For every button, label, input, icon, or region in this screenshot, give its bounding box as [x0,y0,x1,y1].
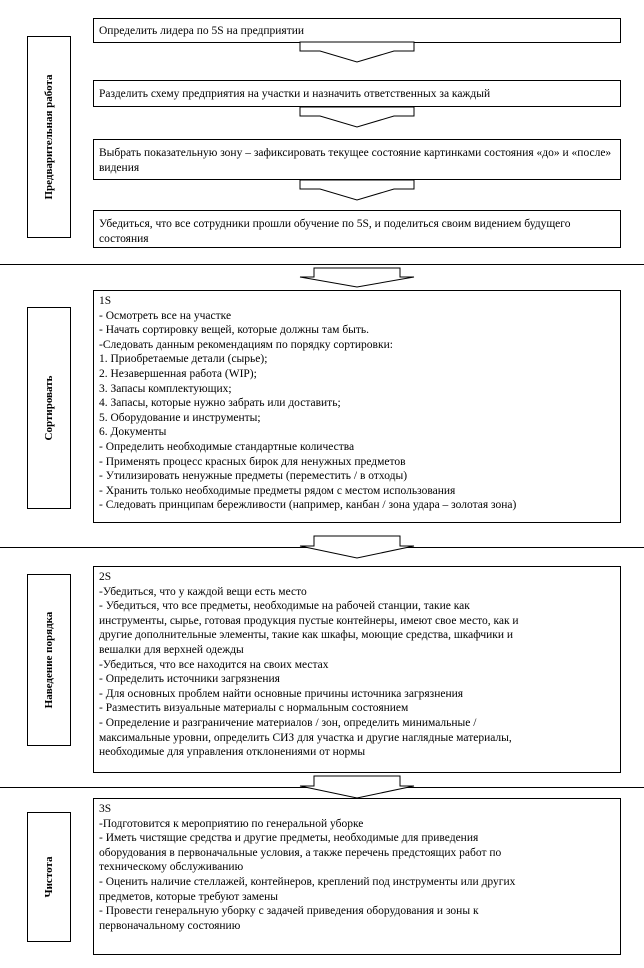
detail-line: - Начать сортировку вещей, которые должны там быть. [99,324,370,337]
detail-line: -Убедиться, что у каждой вещи есть место [99,585,307,598]
stage-shine-label-box [27,812,71,942]
down-arrow-icon [297,179,417,203]
preliminary-step-4 [93,210,621,248]
detail-line: 4. Запасы, которые нужно забрать или доставить; [99,397,341,410]
stage-sort-label-box [27,307,71,509]
detail-line: - Провести генеральную уборку с задачей приведения оборудования и зоны к [99,905,479,918]
stage-preliminary-label-box [27,36,71,238]
step-text: Определить лидера по 5S на предприятии [99,25,305,37]
stage-divider [0,264,644,265]
stage-order-label-box [27,574,71,746]
detail-line: максимальные уровни, определить СИЗ для участка и другие наглядные материалы, [99,731,512,744]
detail-line: первоначальному состоянию [99,919,241,932]
stage-sort-details [93,290,621,523]
down-arrow-icon [297,267,417,289]
preliminary-step-3 [93,139,621,180]
detail-line: -Убедиться, что все находится на своих местах [99,658,329,671]
detail-line: оборудования в первоначальные условия, а также перечень предстоящих работ по [99,846,502,859]
detail-line: 5. Оборудование и инструменты; [99,411,261,424]
step-text: Убедиться, что все сотрудники прошли обучение по 5S, и поделиться своим видением будущего состояния [99,218,571,245]
detail-line: другие дополнительные элементы, такие как шкафы, моющие средства, шкафчики и [99,629,514,642]
detail-line: 1S [99,295,112,307]
detail-line: 2S [99,571,112,583]
detail-line: - Утилизировать ненужные предметы (переместить / в отходы) [99,470,408,483]
detail-line: -Подготовится к мероприятию по генеральной уборке [99,817,364,830]
detail-line: - Разместить визуальные материалы с нормальным состоянием [99,702,409,715]
down-arrow-icon [297,41,417,65]
detail-line: - Определить источники загрязнения [99,673,280,686]
detail-line: 2. Незавершенная работа (WIP); [99,367,257,380]
stage-shine-title: Чистота [43,856,55,898]
detail-line: 1. Приобретаемые детали (сырье); [99,353,268,366]
detail-line: техническому обслуживанию [99,861,244,874]
detail-line: -Следовать данным рекомендациям по порядку сортировки: [99,338,393,351]
stage-order-title: Наведение порядка [43,611,55,709]
stage-sort-title: Сортировать [43,375,55,441]
detail-line: - Иметь чистящие средства и другие предметы, необходимые для приведения [99,832,479,845]
detail-line: - Осмотреть все на участке [99,309,232,322]
detail-line: вешалки для верхней одежды [99,643,244,656]
detail-line: - Оценить наличие стеллажей, контейнеров, креплений под инструменты или других [99,875,516,888]
down-arrow-icon [297,106,417,130]
stage-shine-details [93,798,621,955]
detail-line: - Следовать принципам бережливости (например, канбан / зона удара – золотая зона) [99,499,517,512]
detail-line: - Убедиться, что все предметы, необходимые на рабочей станции, такие как [99,600,470,613]
step-text: Разделить схему предприятия на участки и назначить ответственных за каждый [99,88,491,100]
detail-line: 3. Запасы комплектующих; [99,382,232,395]
detail-line: - Хранить только необходимые предметы рядом с местом использования [99,484,456,497]
detail-line: необходимые для управления отклонениями от нормы [99,746,366,759]
preliminary-step-1 [93,18,621,43]
detail-line: - Определение и разграничение материалов / зон, определить минимальные / [99,716,477,729]
detail-line: предметов, которые требуют замены [99,890,279,903]
detail-line: инструменты, сырье, готовая продукция пустые контейнеры, имеют свое место, как и [99,614,519,627]
detail-line: - Для основных проблем найти основные причины источника загрязнения [99,687,464,700]
stage-order-details [93,566,621,773]
detail-line: 3S [99,803,112,815]
detail-line: 6. Документы [99,426,167,439]
stage-preliminary-title: Предварительная работа [43,74,55,200]
step-text: Выбрать показательную зону – зафиксировать текущее состояние картинками состояния «до» и «после» видения [99,147,612,174]
preliminary-step-2 [93,80,621,107]
down-arrow-icon [297,535,417,561]
detail-line: - Применять процесс красных бирок для ненужных предметов [99,455,406,468]
detail-line: - Определить необходимые стандартные количества [99,440,355,453]
